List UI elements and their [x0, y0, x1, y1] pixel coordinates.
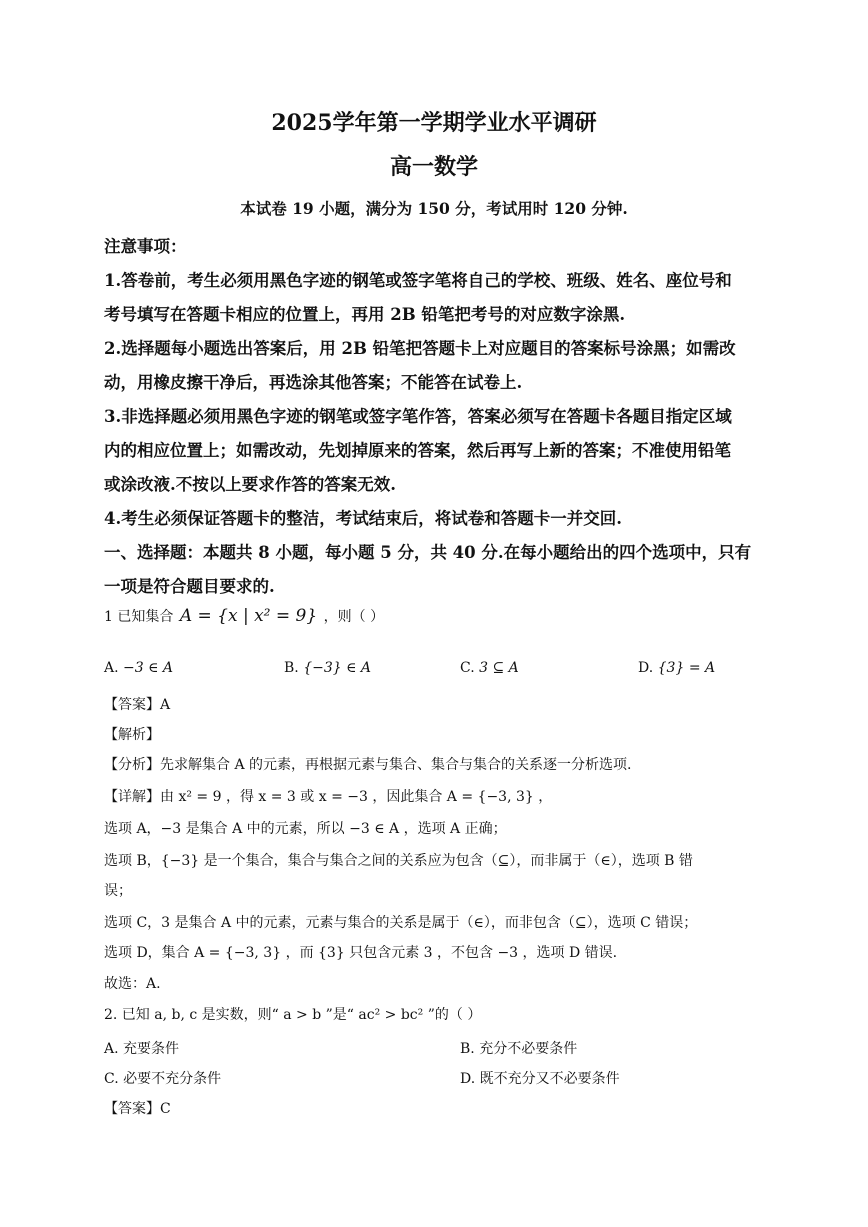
q1-option-c-math: 3 ⊆ A [479, 660, 519, 676]
exam-subject: 高一数学 [389, 154, 478, 180]
note-4: 4.考生必须保证答题卡的整洁，考试结束后，将试卷和答题卡一并交回. [104, 509, 622, 528]
q2-option-b: B. 充分不必要条件 [460, 1041, 578, 1057]
note-1-line-1: 1.答卷前，考生必须用黑色字迹的钢笔或签字笔将自己的学校、班级、姓名、座位号和 [104, 271, 732, 290]
q1-fenxi: 【分析】先求解集合 A 的元素，再根据元素与集合、集合与集合的关系逐一分析选项. [104, 757, 632, 773]
q1-option-b [284, 660, 371, 676]
q1-option-d-explanation: 选项 D，集合 A = {−3, 3} ，而 {3} 只包含元素 3 ，不包含 −3 ，选项 D 错误. [104, 945, 618, 961]
q1-option-c [460, 660, 519, 676]
q1-option-c-explanation: 选项 C，3 是集合 A 中的元素，元素与集合的关系是属于（∈），而非包含（⊆），选项 C 错误； [104, 915, 698, 931]
q1-option-b-label: B. [284, 660, 299, 676]
q1-set-expression: A = {x | x² = 9} [179, 606, 318, 626]
note-1-line-2: 考号填写在答题卡相应的位置上，再用 2B 铅笔把考号的对应数字涂黑. [104, 305, 626, 324]
q1-prefix: 1 已知集合 [104, 609, 174, 625]
q1-suffix: ，则（ ） [323, 609, 385, 625]
exam-info: 本试卷 19 小题，满分为 150 分，考试用时 120 分钟. [240, 199, 628, 218]
exam-title: 2025学年第一学期学业水平调研 [271, 110, 597, 136]
q1-option-a-label: A. [104, 660, 119, 676]
notes-heading: 注意事项： [104, 237, 187, 256]
q2-answer: 【答案】C [104, 1101, 171, 1117]
q2-option-d: D. 既不充分又不必要条件 [460, 1071, 620, 1087]
q1-option-b-math: {−3} ∈ A [303, 660, 372, 676]
note-3-line-2: 内的相应位置上；如需改动，先划掉原来的答案，然后再写上新的答案；不准使用铅笔 [104, 441, 731, 460]
q2-option-c: C. 必要不充分条件 [104, 1071, 222, 1087]
q1-option-d-math: {3} = A [657, 660, 716, 676]
q1-option-a-math: −3 ∈ A [123, 660, 174, 676]
q1-option-c-label: C. [460, 660, 475, 676]
note-3-line-3: 或涂改液.不按以上要求作答的答案无效. [104, 475, 396, 494]
question-1-stem [104, 606, 384, 626]
q1-option-a-explanation: 选项 A，−3 是集合 A 中的元素，所以 −3 ∈ A ，选项 A 正确； [104, 821, 507, 837]
q1-conclusion: 故选：A. [104, 976, 161, 992]
q2-option-a: A. 充要条件 [104, 1041, 180, 1057]
note-2-line-2: 动，用橡皮擦干净后，再选涂其他答案；不能答在试卷上. [104, 373, 523, 392]
question-2-stem: 2. 已知 a, b, c 是实数，则“ a > b ”是“ ac² > bc² ”的（ ） [104, 1007, 482, 1023]
section-1-line-2: 一项是符合题目要求的. [104, 577, 275, 596]
section-1-line-1: 一、选择题：本题共 8 小题，每小题 5 分，共 40 分.在每小题给出的四个选项中，只有 [104, 543, 752, 562]
q1-option-b-explanation-2: 误； [104, 883, 132, 899]
q1-option-d [638, 660, 715, 676]
note-3-line-1: 3.非选择题必须用黑色字迹的钢笔或签字笔作答，答案必须写在答题卡各题目指定区域 [104, 407, 732, 426]
note-2-line-1: 2.选择题每小题选出答案后，用 2B 铅笔把答题卡上对应题目的答案标号涂黑；如需改 [104, 339, 736, 358]
q1-option-d-label: D. [638, 660, 654, 676]
q1-xiangjie: 【详解】由 x² = 9 ，得 x = 3 或 x = −3 ，因此集合 A = {−3, 3} ， [104, 789, 553, 805]
q1-option-a [104, 660, 173, 676]
q1-option-b-explanation-1: 选项 B，{−3} 是一个集合，集合与集合之间的关系应为包含（⊆），而非属于（∈），选项 B 错 [104, 853, 693, 869]
q1-answer: 【答案】A [104, 697, 171, 713]
q1-analysis-heading: 【解析】 [104, 727, 160, 743]
